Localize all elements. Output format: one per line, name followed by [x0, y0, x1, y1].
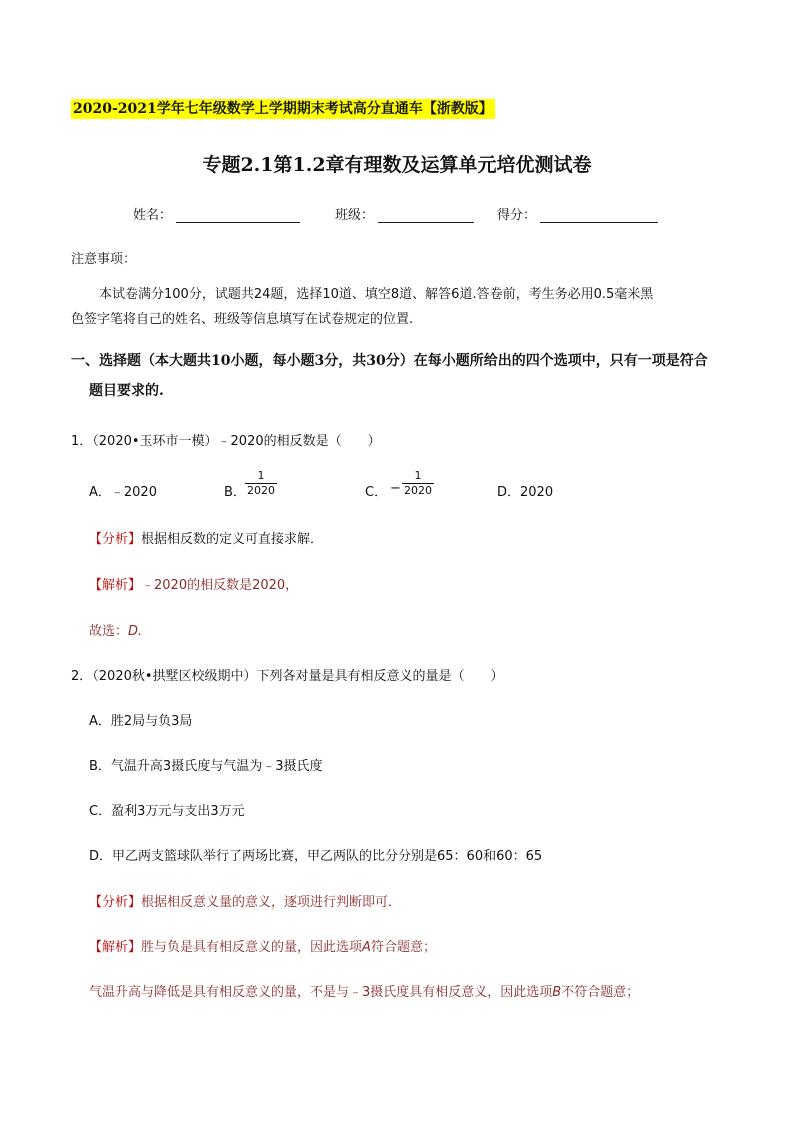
q2-solution-tag: 【解析】	[89, 940, 142, 955]
question-1-stem: 1．（2020•玉环市一模）﹣2020的相反数是（ ）	[71, 434, 381, 449]
question-2-stem: 2．（2020秋•拱墅区校级期中）下列各对量是具有相反意义的量是（ ）	[71, 669, 504, 684]
score-blank[interactable]	[540, 208, 658, 223]
q2-option-d: D．甲乙两支篮球队举行了两场比赛，甲乙两队的比分分别是65：60和60：65	[89, 849, 543, 864]
q2-solution-a-end: 符合题意；	[370, 940, 436, 955]
q2-option-b: B．气温升高3摄氏度与气温为﹣3摄氏度	[89, 759, 323, 774]
notice-line-2: 色签字笔将自己的姓名、班级等信息填写在试卷规定的位置.	[71, 312, 414, 327]
score-label: 得分：	[497, 208, 537, 223]
notice-heading: 注意事项：	[71, 252, 137, 267]
q1-option-c-numerator: 1	[414, 469, 422, 482]
q2-option-c: C．盈利3万元与支出3万元	[89, 804, 245, 819]
section-heading-line-2: 题目要求的.	[89, 383, 164, 399]
q1-answer-prefix: 故选：	[89, 624, 129, 639]
q2-solution-a-letter: A	[362, 940, 371, 955]
q1-option-c-denominator: 2020	[404, 484, 432, 497]
q1-solution-tag: 【解析】	[89, 578, 142, 593]
q1-solution-text: ﹣2020的相反数是2020，	[141, 578, 299, 593]
q1-option-b-denominator: 2020	[247, 484, 275, 497]
q2-solution-b-letter: B	[552, 985, 562, 1000]
class-label: 班级：	[335, 208, 375, 223]
class-field[interactable]	[335, 204, 474, 223]
q1-option-d: D．2020	[497, 485, 554, 500]
q1-option-b-prefix: B．	[224, 485, 246, 500]
q2-analysis-tag: 【分析】	[89, 895, 142, 910]
q1-option-b-fraction	[245, 469, 277, 498]
q2-solution-b-end: 不符合题意；	[561, 985, 640, 1000]
q1-option-c-prefix: C．	[365, 485, 388, 500]
q2-analysis-text: 根据相反意义量的意义，逐项进行判断即可．	[141, 895, 402, 910]
class-blank[interactable]	[378, 208, 474, 223]
q1-option-c-sign: −	[390, 481, 401, 496]
q1-analysis	[89, 528, 323, 547]
q1-analysis-text: 根据相反数的定义可直接求解．	[141, 532, 324, 547]
q1-option-b-numerator: 1	[257, 469, 265, 482]
q1-answer	[89, 620, 142, 639]
q2-solution-a-text: 胜与负是具有相反意义的量，因此选项	[141, 940, 363, 955]
q2-solution-b-text: 气温升高与降低是具有相反意义的量，不是与﹣3摄氏度具有相反意义，因此选项	[89, 985, 553, 1000]
q1-analysis-tag: 【分析】	[89, 532, 142, 547]
q2-analysis	[89, 891, 401, 910]
name-label: 姓名：	[133, 208, 173, 223]
q1-answer-letter: D.	[128, 624, 143, 639]
page-title: 专题2.1第1.2章有理数及运算单元培优测试卷	[202, 154, 592, 176]
exam-series-banner: 2020-2021学年七年级数学上学期期末考试高分直通车【浙教版】	[73, 101, 493, 117]
q1-option-a: A．﹣2020	[89, 485, 157, 500]
q2-option-a: A．胜2局与负3局	[89, 714, 193, 729]
q2-solution-a	[89, 936, 436, 955]
name-blank[interactable]	[176, 208, 300, 223]
q2-solution-b	[89, 981, 639, 1000]
score-field[interactable]	[497, 204, 658, 223]
section-heading-line-1: 一、选择题（本大题共10小题，每小题3分，共30分）在每小题所给出的四个选项中，只有一项是符合	[71, 353, 708, 369]
name-field[interactable]	[133, 204, 300, 223]
notice-line-1: 本试卷满分100分，试题共24题，选择10道、填空8道、解答6道.答卷前，考生务必用0.5毫米黑	[99, 287, 654, 302]
q1-solution	[89, 574, 298, 593]
q1-option-c-fraction	[402, 469, 434, 498]
